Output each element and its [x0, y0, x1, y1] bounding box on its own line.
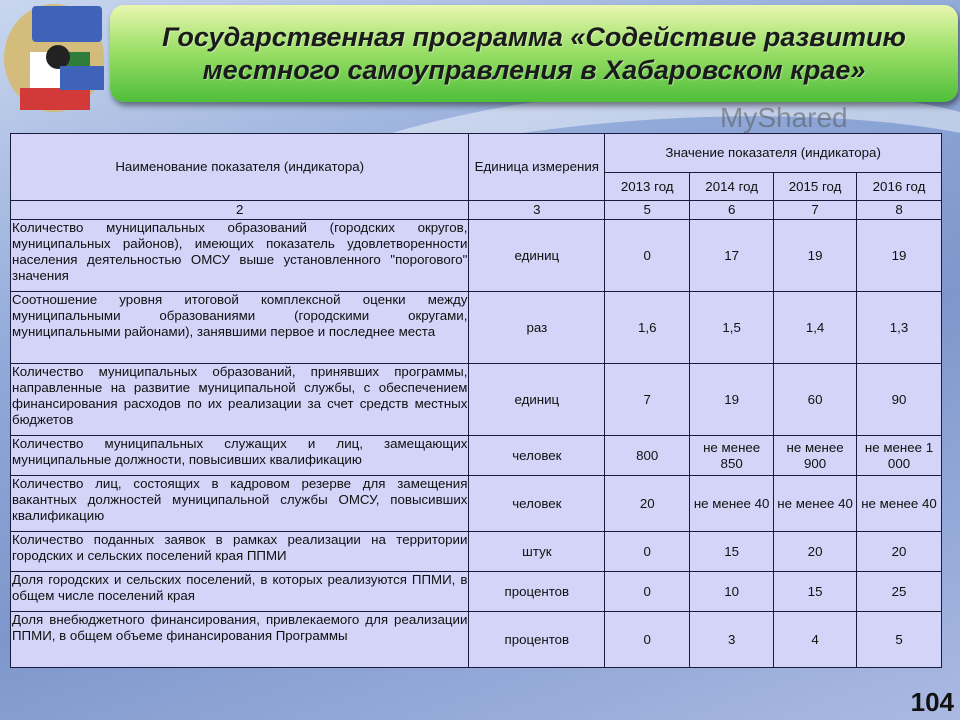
indicator-value: 25: [857, 572, 942, 612]
indicator-value: 20: [605, 476, 690, 532]
indicator-value: 3: [690, 612, 774, 668]
header-value: Значение показателя (индикатора): [605, 134, 942, 173]
indicator-name: Количество муниципальных образований (городских округов, муниципальных районов), имеющих показатель удовлетворенности населения деятельностью ОМСУ выше установленного "порогового" значения: [11, 220, 469, 292]
indicator-value: 0: [605, 220, 690, 292]
indicator-value: не менее 40: [857, 476, 942, 532]
indicator-value: 20: [857, 532, 942, 572]
indicator-value: 800: [605, 436, 690, 476]
indicator-value: 1,5: [690, 292, 774, 364]
column-number: 3: [469, 201, 605, 220]
indicator-value: 5: [857, 612, 942, 668]
title-line-1: Государственная программа «Содействие развитию: [162, 21, 906, 52]
indicator-name: Соотношение уровня итоговой комплексной оценки между муниципальными образованиями (городскими округами, муниципальными районами), занявшими первое и последнее места: [11, 292, 469, 364]
watermark: MyShared: [720, 102, 848, 133]
indicator-name: Доля внебюджетного финансирования, привлекаемого для реализации ППМИ, в общем объеме финансирования Программы: [11, 612, 469, 668]
column-number: 6: [690, 201, 774, 220]
table-row: [11, 532, 942, 572]
indicator-name: Количество муниципальных образований, принявших программы, направленные на развитие муниципальной службы, с обеспечением финансирования расходов по их реализации за счет средств местных бюджетов: [11, 364, 469, 436]
indicator-value: 0: [605, 612, 690, 668]
slide-title: [110, 5, 958, 102]
column-number: 7: [774, 201, 857, 220]
indicator-value: 60: [774, 364, 857, 436]
table-row: [11, 436, 942, 476]
indicator-unit: процентов: [469, 612, 605, 668]
indicator-unit: человек: [469, 476, 605, 532]
indicator-value: 19: [857, 220, 942, 292]
indicator-name: Количество поданных заявок в рамках реализации на территории городских и сельских поселений края ППМИ: [11, 532, 469, 572]
indicator-value: 19: [774, 220, 857, 292]
table-row: [11, 572, 942, 612]
header-year: 2013 год: [605, 173, 690, 201]
indicator-value: 1,3: [857, 292, 942, 364]
header-year: 2016 год: [857, 173, 942, 201]
indicators-table: [10, 133, 942, 668]
indicator-unit: единиц: [469, 220, 605, 292]
indicator-value: 4: [774, 612, 857, 668]
indicator-value: 10: [690, 572, 774, 612]
indicator-unit: единиц: [469, 364, 605, 436]
indicator-value: 90: [857, 364, 942, 436]
indicator-value: 0: [605, 532, 690, 572]
header-name: Наименование показателя (индикатора): [11, 134, 469, 201]
indicator-value: 17: [690, 220, 774, 292]
column-number: 5: [605, 201, 690, 220]
table-row: [11, 292, 942, 364]
indicator-value: 15: [690, 532, 774, 572]
table-row: [11, 476, 942, 532]
indicator-value: 1,4: [774, 292, 857, 364]
header-year: 2014 год: [690, 173, 774, 201]
ministry-emblem-logo: [2, 2, 106, 114]
table-row: [11, 364, 942, 436]
indicator-value: 20: [774, 532, 857, 572]
indicator-value: не менее 900: [774, 436, 857, 476]
indicator-value: 19: [690, 364, 774, 436]
indicator-value: не менее 40: [774, 476, 857, 532]
indicator-value: 0: [605, 572, 690, 612]
indicator-unit: штук: [469, 532, 605, 572]
page-number: 104: [910, 687, 954, 717]
title-line-2: местного самоуправления в Хабаровском крае»: [202, 54, 866, 85]
header-unit: Единица измерения: [469, 134, 605, 201]
indicator-value: 1,6: [605, 292, 690, 364]
indicator-unit: человек: [469, 436, 605, 476]
indicator-value: 7: [605, 364, 690, 436]
indicator-name: Количество муниципальных служащих и лиц, замещающих муниципальные должности, повысивших квалификацию: [11, 436, 469, 476]
indicator-value: не менее 40: [690, 476, 774, 532]
indicator-unit: раз: [469, 292, 605, 364]
indicator-value: не менее 1 000: [857, 436, 942, 476]
indicator-name: Доля городских и сельских поселений, в которых реализуются ППМИ, в общем числе поселений края: [11, 572, 469, 612]
indicator-value: 15: [774, 572, 857, 612]
column-number: 2: [11, 201, 469, 220]
column-number: 8: [857, 201, 942, 220]
table-row: [11, 612, 942, 668]
indicator-value: не менее 850: [690, 436, 774, 476]
indicator-name: Количество лиц, состоящих в кадровом резерве для замещения вакантных должностей муниципальной службы ОМСУ, повысивших квалификацию: [11, 476, 469, 532]
indicator-unit: процентов: [469, 572, 605, 612]
table-row: [11, 220, 942, 292]
header-year: 2015 год: [774, 173, 857, 201]
